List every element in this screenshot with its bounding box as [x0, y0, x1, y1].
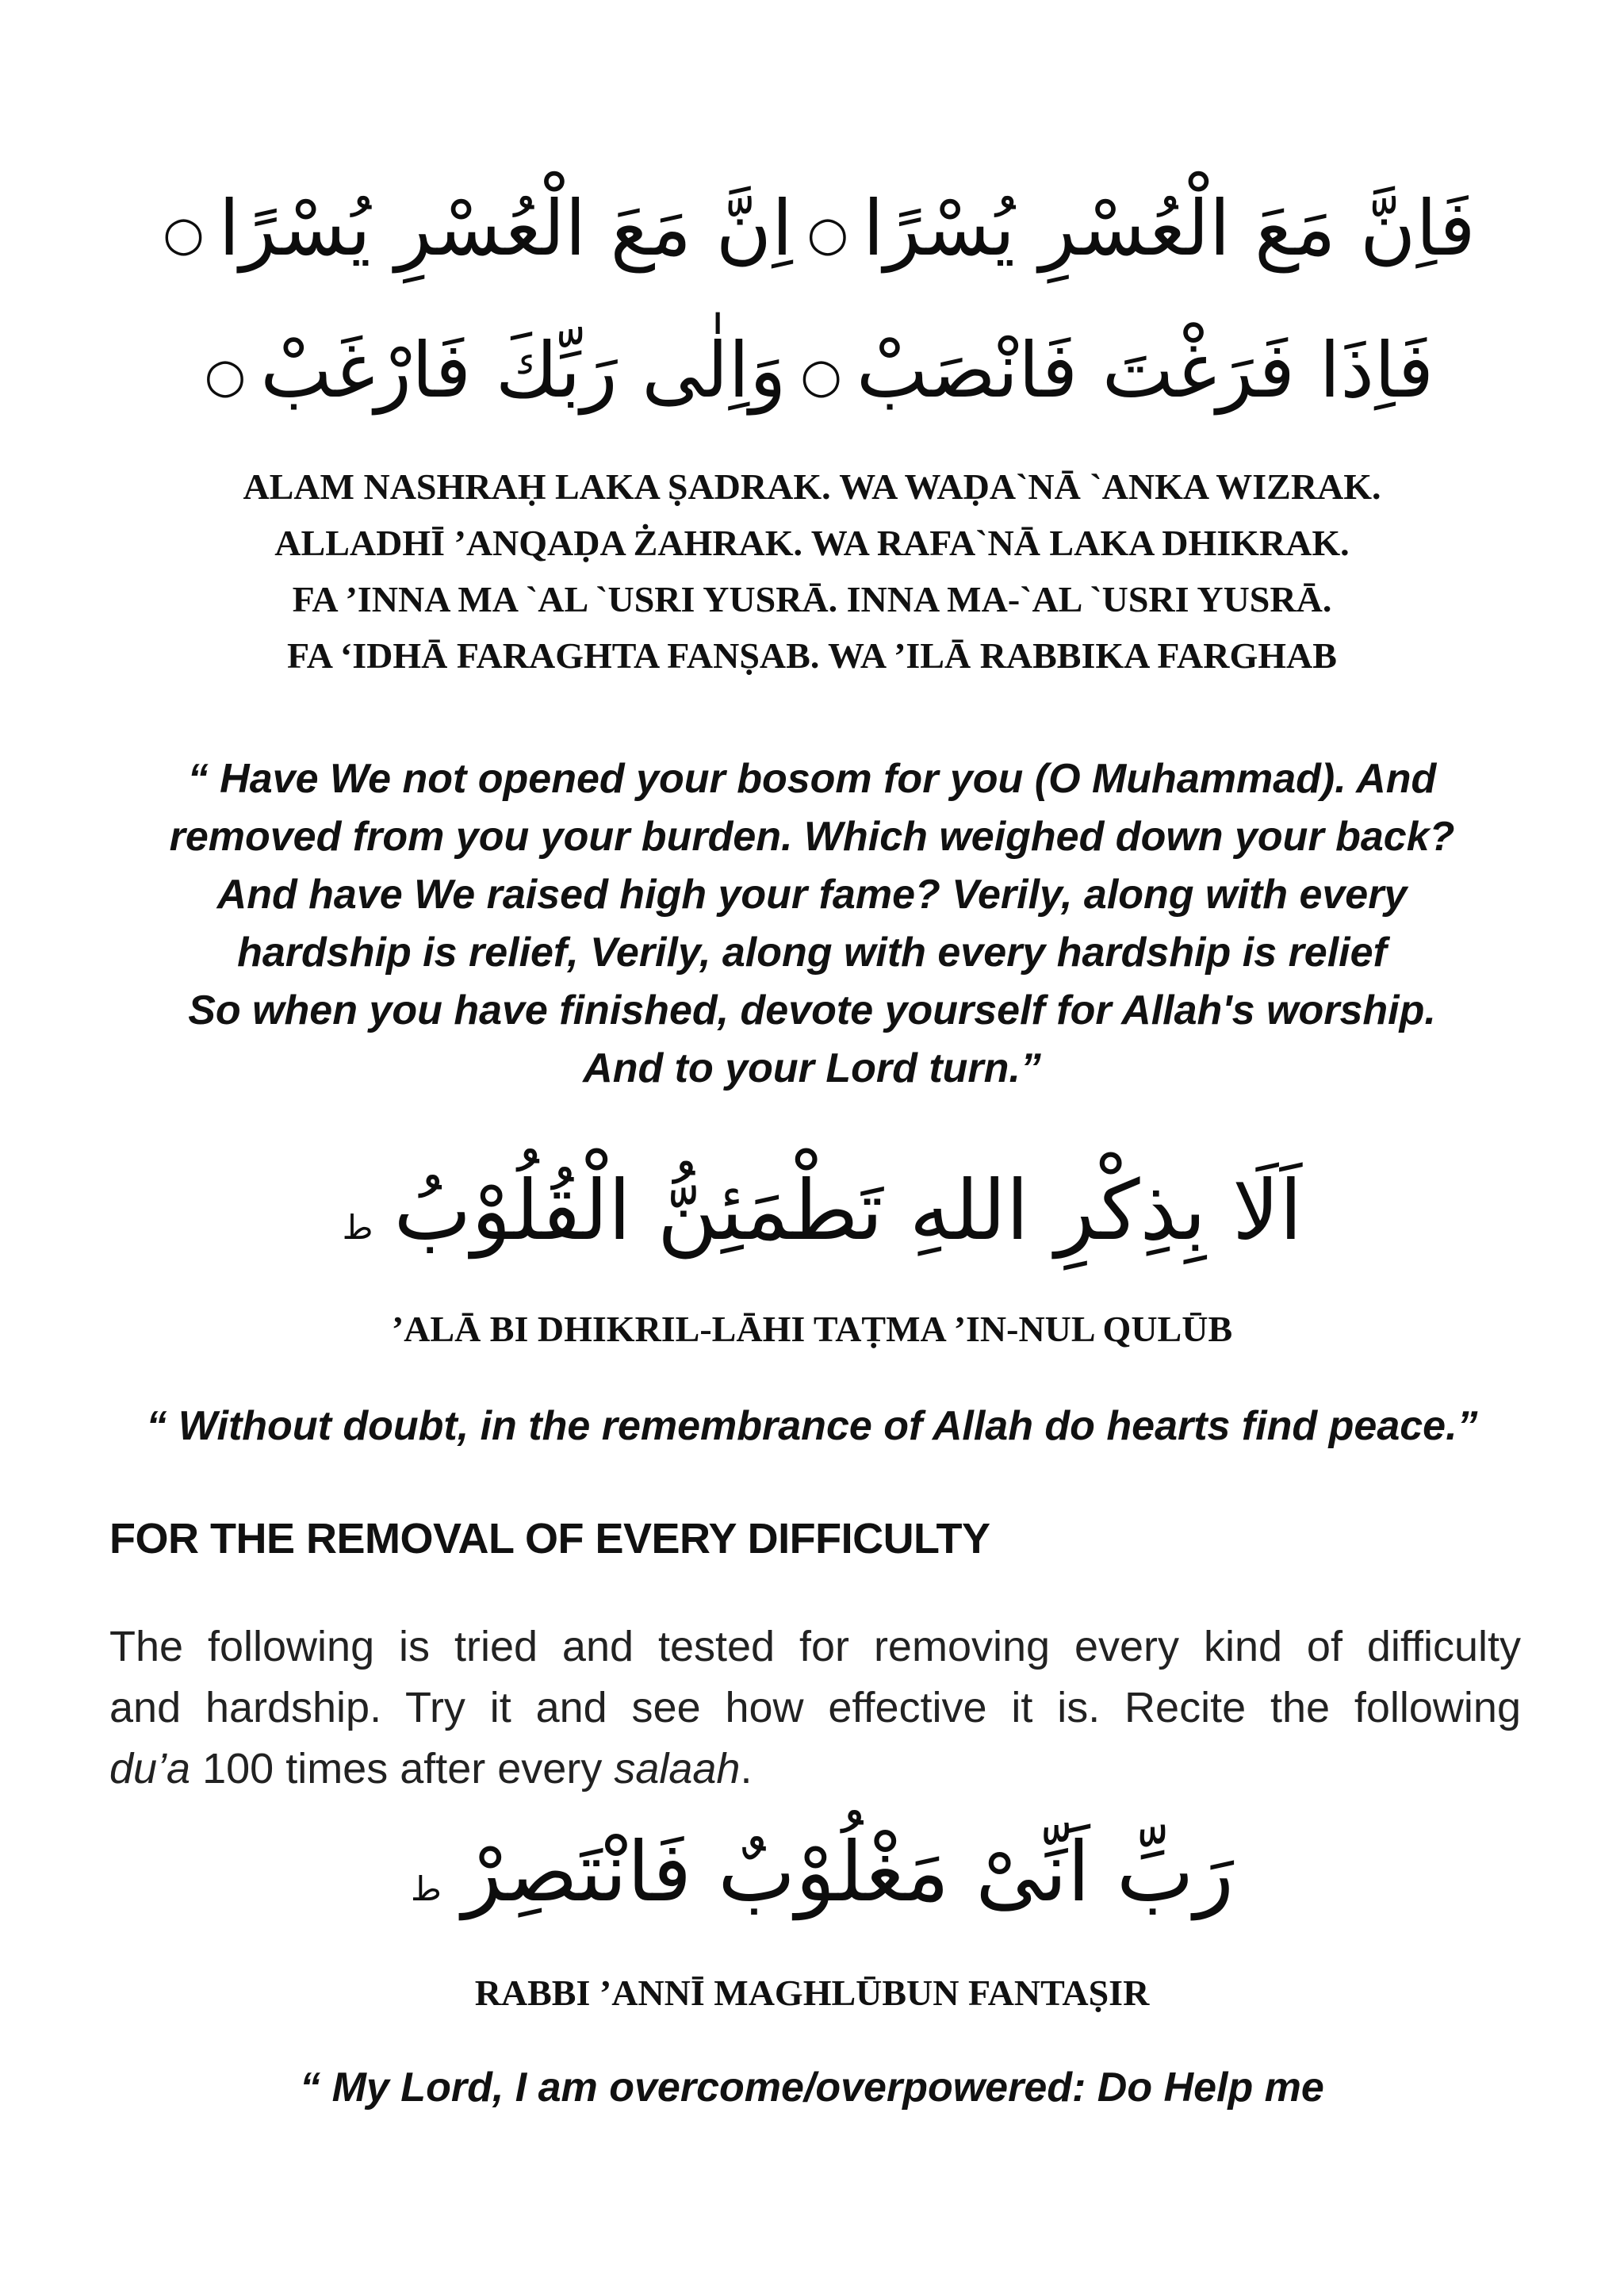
- translation-line: “ Without doubt, in the remembrance of Allah do hearts find peace.”: [146, 1403, 1478, 1449]
- section-heading: FOR THE REMOVAL OF EVERY DIFFICULTY: [109, 1515, 990, 1562]
- arabic-verse-text: فَاِذَا فَرَغْتَ فَانْصَبْ: [856, 326, 1434, 415]
- translation-line: removed from you your burden. Which weighed down your back?: [169, 814, 1455, 860]
- ayah-end-marker: ○: [800, 347, 842, 404]
- ayah-end-marker: ○: [204, 347, 247, 404]
- waqf-stop-marker: ط: [342, 1208, 373, 1247]
- arabic-verse-ala-bi-dhikrillah: [0, 1147, 1624, 1291]
- dua-term: du’a: [109, 1745, 191, 1792]
- arabic-verse-line-2: [0, 311, 1624, 435]
- translation-line: And have We raised high your fame? Verily, along with every: [216, 872, 1408, 918]
- arabic-verse-line-1: [0, 169, 1624, 293]
- transliteration-line: ALLADHĪ ’ANQAḌA ŻAHRAK. WA RAFA`NĀ LAKA DHIKRAK.: [274, 523, 1350, 563]
- salaah-term: salaah: [614, 1745, 741, 1792]
- arabic-verse-text: فَاِنَّ مَعَ الْعُسْرِ يُسْرًا: [863, 184, 1476, 273]
- translation-line: “ My Lord, I am overcome/overpowered: Do Help me: [300, 2065, 1324, 2111]
- body-text-fragment: 100 times after every: [190, 1745, 615, 1792]
- ayah-end-marker: ○: [163, 205, 205, 262]
- translation-line: hardship is relief, Verily, along with every hardship is relief: [237, 930, 1387, 976]
- body-line: The following is tried and tested for removing every kind of difficulty: [109, 1623, 1521, 1670]
- body-line: and hardship. Try it and see how effective it is. Recite the following: [109, 1684, 1521, 1731]
- transliteration-line: FA ‘IDHĀ FARAGHTA FANṢAB. WA ’ILĀ RABBIKA FARGHAB: [287, 635, 1337, 676]
- arabic-verse-text: اَلَا بِذِكْرِ اللهِ تَطْمَئِنُّ الْقُلُوْبُ: [393, 1162, 1303, 1259]
- transliteration-line: RABBI ’ANNĪ MAGHLŪBUN FANTAṢIR: [474, 1973, 1150, 2013]
- arabic-verse-text: اِنَّ مَعَ الْعُسْرِ يُسْرًا: [218, 184, 793, 273]
- waqf-stop-marker: ط: [411, 1869, 442, 1908]
- transliteration-line: ALAM NASHRAḤ LAKA ṢADRAK. WA WAḌA`NĀ `ANKA WIZRAK.: [243, 466, 1381, 507]
- transliteration-line: ’ALĀ BI DHIKRIL-LĀHI TAṬMA ’IN-NUL QULŪB: [391, 1309, 1233, 1349]
- arabic-dua-text: رَبِّ اَنِّىْ مَغْلُوْبٌ فَانْتَصِرْ: [462, 1823, 1234, 1920]
- arabic-dua-rabbi-anni-maghlub: [0, 1808, 1624, 1953]
- body-paragraph: [109, 1616, 1521, 1800]
- translation-line: So when you have finished, devote yourself for Allah's worship.: [188, 987, 1436, 1033]
- transliteration-line: FA ’INNA MA `AL `USRI YUSRĀ. INNA MA-`AL `USRI YUSRĀ.: [292, 579, 1332, 619]
- ayah-end-marker: ○: [806, 205, 849, 262]
- translation-line: “ Have We not opened your bosom for you (O Muhammad). And: [187, 756, 1437, 802]
- body-line: [109, 1739, 1521, 1800]
- translation-line: And to your Lord turn.”: [583, 1045, 1041, 1091]
- arabic-verse-text: وَاِلٰى رَبِّكَ فَارْغَبْ: [260, 326, 787, 415]
- body-text-fragment: .: [740, 1745, 753, 1792]
